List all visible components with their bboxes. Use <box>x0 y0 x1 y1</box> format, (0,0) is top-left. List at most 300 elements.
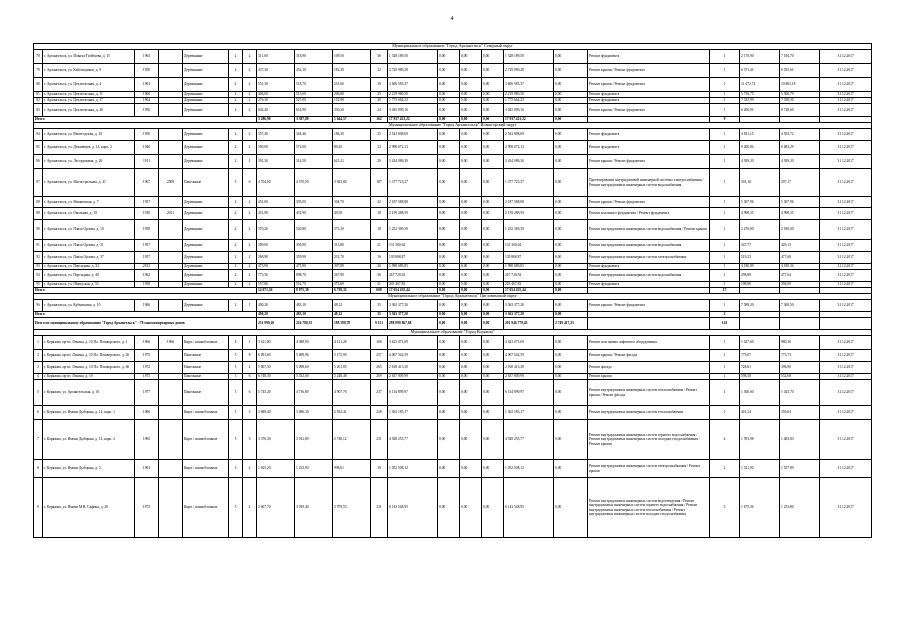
cell-col-15: 0,00 <box>482 264 504 270</box>
cell-col-3: 1962 <box>135 270 159 282</box>
table-row <box>34 252 872 264</box>
cell-col-17: 0,00 <box>554 129 588 141</box>
cell-col-10: 998,61 <box>333 460 371 478</box>
cell-col-16: 3 606 583,37 <box>504 78 554 92</box>
cell-col-1: 83 <box>34 104 43 117</box>
cell-col-8: 406,60 <box>257 92 295 98</box>
cell-col-12: 3 363 377,20 <box>388 300 438 312</box>
cell-col-12: 2 187 588,88 <box>388 197 438 208</box>
cell-col-7: 2 <box>243 270 257 282</box>
table-row <box>34 362 872 374</box>
cell-col-12: 3 434 086,30 <box>388 155 438 169</box>
cell-col-7: 2 <box>243 104 257 117</box>
cell-col-8: 490,20 <box>257 300 295 312</box>
cell-col-5: Деревянные <box>183 155 229 169</box>
cell-col-11: 21 <box>371 240 388 252</box>
cell-col-15: 0,00 <box>482 169 504 197</box>
cell-col-7: 4 <box>243 362 257 374</box>
cell-col-14: 0,00 <box>460 252 482 264</box>
cell-col-8: 775,56 <box>257 270 295 282</box>
cell-col-16: 4 928 255,77 <box>504 420 554 460</box>
cell-col-21: 10 865,18 <box>780 78 820 92</box>
cell-col-2: г. Коряжма, ул. Имени М.В. Сафина, д. 26 <box>43 478 135 538</box>
table-row <box>34 64 872 78</box>
cell-col-12: 1 775 664,23 <box>388 98 438 104</box>
cell-col-12: 1 328 189,50 <box>388 50 438 64</box>
cell-col-17: 0,00 <box>554 104 588 117</box>
cell-col-22: 31.12.2017 <box>820 220 872 240</box>
cell-col-11: 18 <box>371 220 388 240</box>
cell-col-2: г. Коряжма, пр-кт. Ленина, д. 10 Пл. Пошворского, д. 66 <box>43 362 135 374</box>
total-label: Итого <box>34 117 257 123</box>
cell-col-7: 2 <box>243 141 257 155</box>
cell-col-18: Ремонт крыши / Ремонт фундамента <box>588 155 710 169</box>
cell-col-14: 0,00 <box>460 264 482 270</box>
cell-col-6: 2 <box>229 270 243 282</box>
cell-col-11: 22 <box>371 64 388 78</box>
cell-col-6: 2 <box>229 240 243 252</box>
cell-col-15: 0,00 <box>482 155 504 169</box>
cell-col-8: 3 667,70 <box>257 478 295 538</box>
cell-col-1: 96 <box>34 300 43 312</box>
cell-col-16: 2 168 413,30 <box>504 362 554 374</box>
cell-col-19: 1 <box>710 406 740 420</box>
cell-col-6: 2 <box>229 64 243 78</box>
cell-col-4: 2009 <box>159 169 183 197</box>
cell-col-16: 4 067 542,59 <box>504 350 554 362</box>
cell-col-3: 2013 <box>135 264 159 270</box>
table-row <box>34 155 872 169</box>
cell-col-3: 1966 <box>135 406 159 420</box>
table-row <box>34 208 872 220</box>
cell-col-13: 0,00 <box>438 362 460 374</box>
cell-col-18: Ремонт фундамента <box>588 129 710 141</box>
cell-col-2: г. Архангельск, ул. Маяковская, д. 7 <box>43 197 135 208</box>
cell-col-10: 152,80 <box>333 98 371 104</box>
cell-col-11: 187 <box>371 169 388 197</box>
cell-col-14: 0,00 <box>460 104 482 117</box>
cell-col-11: 106 <box>371 336 388 350</box>
cell-col-15: 0,00 <box>482 50 504 64</box>
cell-col-2: г. Архангельск, ул. Кубышкина, д. 10 <box>43 300 135 312</box>
table-row <box>34 78 872 92</box>
cell-col-19: 1 <box>710 374 740 380</box>
cell-col-12: 2 998 072,13 <box>388 141 438 155</box>
cell-col-22: 31.12.2017 <box>820 270 872 282</box>
cell-col-10: 49,50 <box>333 208 371 220</box>
cell-col-18: Ремонт фундамента <box>588 282 710 288</box>
cell-col-12: 1 362 183,17 <box>388 406 438 420</box>
cell-col-11: 257 <box>371 350 388 362</box>
cell-col-7: 2 <box>243 220 257 240</box>
cell-col-9: 3 086,30 <box>295 406 333 420</box>
cell-col-7: 6 <box>243 374 257 380</box>
cell-col-3: 1965 <box>135 420 159 460</box>
cell-col-20: 519,23 <box>740 252 780 264</box>
cell-col-22: 31.12.2017 <box>820 155 872 169</box>
cell-col-15: 0,00 <box>482 460 504 478</box>
cell-col-17: 0,00 <box>554 98 588 104</box>
cell-col-22: 31.12.2017 <box>820 362 872 374</box>
cell-col-10: 621,21 <box>333 155 371 169</box>
cell-col-1: 91 <box>34 240 43 252</box>
cell-col-19: 9 <box>710 117 740 123</box>
cell-col-8: 6 091,60 <box>257 350 295 362</box>
cell-col-4 <box>159 78 183 92</box>
cell-col-10: 330,20 <box>333 104 371 117</box>
cell-col-20: 6 200,01 <box>740 104 780 117</box>
cell-col-14: 0,00 <box>460 197 482 208</box>
total-label: Итого по муниципальному образованию "Город Архангельск" - 78 многоквартирных домов <box>34 318 257 330</box>
cell-col-6: 5 <box>229 406 243 420</box>
cell-col-15: 0,00 <box>482 92 504 98</box>
cell-col-7: 2 <box>243 64 257 78</box>
cell-col-20: 1 593,98 <box>740 420 780 460</box>
cell-col-4 <box>159 362 183 374</box>
cell-col-5: Деревянные <box>183 240 229 252</box>
cell-col-10: 231,70 <box>333 252 371 264</box>
cell-col-3: 1950 <box>135 64 159 78</box>
cell-col-4: 2011 <box>159 208 183 220</box>
table-row <box>34 478 872 538</box>
cell-col-13: 0,00 <box>438 282 460 288</box>
cell-col-15: 0,00 <box>482 350 504 362</box>
table-row <box>34 240 872 252</box>
cell-col-16: 2 159 288,59 <box>504 208 554 220</box>
grand-total-row <box>34 318 872 330</box>
cell-col-18: Ремонт крыши <box>588 374 710 380</box>
cell-col-8: 357,40 <box>257 129 295 141</box>
cell-col-8: 5 867,30 <box>257 362 295 374</box>
cell-col-16: 17 654 435,44 <box>504 288 554 294</box>
cell-col-1: 94 <box>34 270 43 282</box>
cell-col-5: Деревянные <box>183 129 229 141</box>
cell-col-15: 0,00 <box>482 406 504 420</box>
cell-col-1: 3 <box>34 362 43 374</box>
table-row <box>34 420 872 460</box>
cell-col-6: 2 <box>229 141 243 155</box>
cell-col-18: Ремонт фундамента <box>588 98 710 104</box>
cell-col-4 <box>159 197 183 208</box>
cell-col-1: 7 <box>34 420 43 460</box>
cell-col-11: 162 <box>371 117 388 123</box>
cell-col-9: 483,10 <box>295 312 333 318</box>
cell-col-8: 475,90 <box>257 264 295 270</box>
cell-col-3: 1957 <box>135 197 159 208</box>
cell-col-4 <box>159 252 183 264</box>
section-title: Муниципальное образование "Город Архангельск" Цигломенский округ <box>34 294 872 300</box>
cell-col-15: 0,00 <box>482 300 504 312</box>
cell-col-19: 1 <box>710 380 740 406</box>
cell-col-16: 3 045 099,16 <box>504 104 554 117</box>
cell-col-14: 0,00 <box>460 50 482 64</box>
cell-col-17: 0,00 <box>554 220 588 240</box>
cell-col-19: 1 <box>710 155 740 169</box>
cell-col-11: 237 <box>371 380 388 406</box>
cell-col-4 <box>159 300 183 312</box>
cell-col-10: 206,80 <box>333 92 371 98</box>
cell-col-2: г. Коряжма, ул. Имени Дыбцына, д. 14, корп. 2 <box>43 420 135 460</box>
cell-col-8: 1 625,20 <box>257 460 295 478</box>
cell-col-20: 6 371,41 <box>740 64 780 78</box>
cell-col-15: 0,00 <box>482 197 504 208</box>
cell-col-15: 0,00 <box>482 141 504 155</box>
cell-col-17: 0,00 <box>554 240 588 252</box>
cell-col-5: Кирп./ шлакоблочные <box>183 336 229 350</box>
cell-col-18: Ремонт внутридомовых инженерных систем электроснабжения <box>588 252 710 264</box>
cell-col-5: Деревянные <box>183 92 229 98</box>
cell-col-5: Деревянные <box>183 141 229 155</box>
cell-col-20: 198,06 <box>740 282 780 288</box>
cell-col-19: 1 <box>710 92 740 98</box>
cell-col-13: 0,00 <box>438 220 460 240</box>
cell-col-16: 2 543 808,69 <box>504 129 554 141</box>
cell-col-7: 2 <box>243 252 257 264</box>
cell-col-19: 1 <box>710 252 740 264</box>
cell-col-7: 8 <box>243 350 257 362</box>
cell-col-19: 1 <box>710 282 740 288</box>
cell-col-1: 8 <box>34 460 43 478</box>
table-row <box>34 50 872 64</box>
cell-col-8: 590,00 <box>257 141 295 155</box>
cell-col-15: 0,00 <box>482 64 504 78</box>
table-row <box>34 169 872 197</box>
cell-col-8: 437,30 <box>257 64 295 78</box>
cell-col-14: 0,00 <box>460 282 482 288</box>
cell-col-20: 598,38 <box>740 374 780 380</box>
cell-col-15: 0,00 <box>482 78 504 92</box>
cell-col-9: 898,70 <box>295 270 333 282</box>
cell-col-4 <box>159 155 183 169</box>
cell-col-11: 608 <box>371 288 388 294</box>
cell-col-7: 1 <box>243 300 257 312</box>
table-row <box>34 460 872 478</box>
cell-col-6: 4 <box>229 336 243 350</box>
cell-col-14: 0,00 <box>460 420 482 460</box>
cell-col-12: 6 143 548,95 <box>388 478 438 538</box>
cell-col-14: 0,00 <box>460 129 482 141</box>
cell-col-13: 0,00 <box>438 300 460 312</box>
cell-col-10: 5 248,48 <box>333 374 371 380</box>
cell-col-20: 4 180,09 <box>740 264 780 270</box>
cell-col-8: 6 748,30 <box>257 374 295 380</box>
cell-col-10: 2 748,12 <box>333 420 371 460</box>
cell-col-17: 0,00 <box>554 208 588 220</box>
cell-col-21: 5 306,79 <box>780 92 820 98</box>
cell-col-20: 7 589,20 <box>740 300 780 312</box>
cell-col-19: 1 <box>710 300 740 312</box>
cell-col-9: 224 780,55 <box>295 318 333 330</box>
cell-col-9: 572,00 <box>295 141 333 155</box>
cell-col-8: 3 376,30 <box>257 420 295 460</box>
cell-col-4 <box>159 460 183 478</box>
cell-col-12: 1 998 689,85 <box>388 264 438 270</box>
cell-col-2: г. Коряжма, ул. Имени Дыбцына, д. 5 <box>43 460 135 478</box>
cell-col-16: 1 775 664,23 <box>504 98 554 104</box>
cell-col-14: 0,00 <box>460 336 482 350</box>
cell-col-12: 4 067 542,59 <box>388 350 438 362</box>
cell-col-2: г. Коряжма, ул. Архангельская, д. 16 <box>43 380 135 406</box>
cell-col-1: 78 <box>34 50 43 64</box>
cell-col-22: 31.12.2017 <box>820 98 872 104</box>
cell-col-3: 1957 <box>135 252 159 264</box>
cell-col-15: 0,00 <box>482 220 504 240</box>
cell-col-7: 2 <box>243 50 257 64</box>
cell-col-21: 532,68 <box>780 374 820 380</box>
cell-col-9: 520,80 <box>295 220 333 240</box>
cell-col-9: 344,46 <box>295 129 333 141</box>
cell-col-14: 0,00 <box>460 318 482 330</box>
cell-col-22: 31.12.2017 <box>820 169 872 197</box>
cell-col-15: 0,00 <box>482 98 504 104</box>
cell-col-9: 614,90 <box>295 104 333 117</box>
cell-col-19: 1 <box>710 64 740 78</box>
cell-col-6: 2 <box>229 50 243 64</box>
cell-col-8: 490,20 <box>257 312 295 318</box>
cell-col-6: 5 <box>229 380 243 406</box>
cell-col-11: 21 <box>371 282 388 288</box>
cell-col-22: 31.12.2017 <box>820 197 872 208</box>
cell-col-17: 2 749 417,25 <box>554 318 588 330</box>
cell-col-12: 139 868,87 <box>388 252 438 264</box>
cell-col-1: 90 <box>34 220 43 240</box>
cell-col-20: 2 170,90 <box>740 50 780 64</box>
cell-col-19: 1 <box>710 98 740 104</box>
cell-col-4: 1966 <box>159 336 183 350</box>
cell-col-16: 1 252 369,39 <box>504 220 554 240</box>
cell-col-8: 431,00 <box>257 197 295 208</box>
cell-col-16: 3 363 377,20 <box>504 300 554 312</box>
cell-col-13: 0,00 <box>438 312 460 318</box>
cell-col-2: г. Коряжма, пр-кт. Ленина, д. 10 Пл. Пошворского, д. 26 <box>43 350 135 362</box>
cell-col-20: 1 321,00 <box>740 460 780 478</box>
cell-col-22: 31.12.2017 <box>820 208 872 220</box>
cell-col-21: 5 307,96 <box>780 197 820 208</box>
cell-col-2: г. Архангельск, ул. Кабельщиков, д. 9 <box>43 64 135 78</box>
cell-col-21: 7 358,30 <box>780 98 820 104</box>
cell-col-22: 31.12.2017 <box>820 64 872 78</box>
cell-col-20: 5 307,96 <box>740 197 780 208</box>
cell-col-21: 1 253,80 <box>780 478 820 538</box>
cell-col-1: 1 <box>34 336 43 350</box>
cell-col-8: 3 286,90 <box>257 117 295 123</box>
cell-col-21: 773,73 <box>780 350 820 362</box>
cell-col-13: 0,00 <box>438 64 460 78</box>
cell-col-11: 16 <box>371 252 388 264</box>
cell-col-18: Ремонт крыши / Ремонт фундамента <box>588 78 710 92</box>
cell-col-4 <box>159 50 183 64</box>
cell-col-7: 2 <box>243 264 257 270</box>
cell-col-13: 0,00 <box>438 129 460 141</box>
cell-col-7: 3 <box>243 406 257 420</box>
cell-col-4 <box>159 478 183 538</box>
cell-col-3: 1950 <box>135 129 159 141</box>
cell-col-18 <box>588 318 710 330</box>
cell-col-12: 131 300,64 <box>388 240 438 252</box>
cell-col-11: 269 <box>371 374 388 380</box>
cell-col-3: 1975 <box>135 374 159 380</box>
cell-col-6: 5 <box>229 169 243 197</box>
cell-col-14: 0,00 <box>460 141 482 155</box>
cell-col-11: 36 <box>371 270 388 282</box>
cell-col-9: 5 532,00 <box>295 374 333 380</box>
cell-col-1: 87 <box>34 169 43 197</box>
cell-col-18: Ремонт внутридомовых инженерных систем водоснабжения <box>588 270 710 282</box>
cell-col-3: 1957 <box>135 240 159 252</box>
cell-col-21: 6 035,61 <box>780 64 820 78</box>
cell-col-2: г. Архангельск, ул. Шмидская, д. 53 <box>43 282 135 288</box>
cell-col-5: Деревянные <box>183 197 229 208</box>
cell-col-1: 5 <box>34 380 43 406</box>
cell-col-16: 2 187 588,88 <box>504 197 554 208</box>
cell-col-14: 0,00 <box>460 78 482 92</box>
cell-col-2: г. Архангельск, ул. Дежнёвцев, д. 14, корп. 2 <box>43 141 135 155</box>
cell-col-4 <box>159 129 183 141</box>
cell-col-8: 4 704,00 <box>257 169 295 197</box>
cell-col-19: 2 <box>710 460 740 478</box>
cell-col-10: 89,20 <box>333 141 371 155</box>
cell-col-5: Кирп./ шлакоблочные <box>183 420 229 460</box>
cell-col-13: 0,00 <box>438 318 460 330</box>
cell-col-16: 1 998 689,85 <box>504 264 554 270</box>
cell-col-13: 0,00 <box>438 374 460 380</box>
cell-col-21: 4 593,72 <box>780 129 820 141</box>
cell-col-5: Панельные <box>183 350 229 362</box>
cell-col-10: 109,50 <box>333 50 371 64</box>
cell-col-5: Деревянные <box>183 282 229 288</box>
table-row <box>34 270 872 282</box>
cell-col-6: 2 <box>229 197 243 208</box>
cell-col-18: Ремонт крыши / Ремонт фундамента <box>588 64 710 78</box>
cell-col-20: 11 472,74 <box>740 78 780 92</box>
cell-col-16: 3 363 377,20 <box>504 312 554 318</box>
cell-col-10: 4 907,76 <box>333 380 371 406</box>
cell-col-8: 3 611,00 <box>257 336 295 350</box>
cell-col-2: г. Архангельск, ул. Магистральная, д. 41 <box>43 169 135 197</box>
cell-col-20: 441,24 <box>740 406 780 420</box>
cell-col-11: 36 <box>371 50 388 64</box>
cell-col-19: 4 <box>710 420 740 460</box>
cell-col-18: Ремонт крыши / Ремонт фасада <box>588 350 710 362</box>
cell-col-6: 2 <box>229 252 243 264</box>
cell-col-9: 5 098,60 <box>295 362 333 374</box>
cell-col-9: 483,10 <box>295 300 333 312</box>
cell-col-22: 31.12.2017 <box>820 460 872 478</box>
cell-col-18: Ремонт крыши / Ремонт фундамента <box>588 300 710 312</box>
cell-col-17: 0,00 <box>554 374 588 380</box>
cell-col-6: 5 <box>229 420 243 460</box>
cell-col-20: 728,61 <box>740 362 780 374</box>
cell-col-11: 35 <box>371 300 388 312</box>
cell-col-13: 0,00 <box>438 336 460 350</box>
cell-col-18: Ремонт фундамента <box>588 264 710 270</box>
cell-col-22: 31.12.2017 <box>820 92 872 98</box>
cell-col-8: 5 745,20 <box>257 380 295 406</box>
cell-col-2: г. Архангельск, ул. Целлюлозная, д. 4 <box>43 78 135 92</box>
cell-col-2: г. Архангельск, ул. Ильича/Гуайтьева, д. 15 <box>43 50 135 64</box>
cell-col-4 <box>159 220 183 240</box>
cell-col-5: Кирп./ шлакоблочные <box>183 460 229 478</box>
cell-col-22: 31.12.2017 <box>820 478 872 538</box>
cell-col-13: 0,00 <box>438 98 460 104</box>
table-row <box>34 141 872 155</box>
cell-col-13: 0,00 <box>438 104 460 117</box>
cell-col-19: 1 <box>710 169 740 197</box>
cell-col-21: 394,09 <box>780 282 820 288</box>
cell-col-2: г. Архангельск, ул. Павла Орлова, д. 10 <box>43 220 135 240</box>
cell-col-12: 3 606 583,37 <box>388 78 438 92</box>
cell-col-15: 0,00 <box>482 312 504 318</box>
